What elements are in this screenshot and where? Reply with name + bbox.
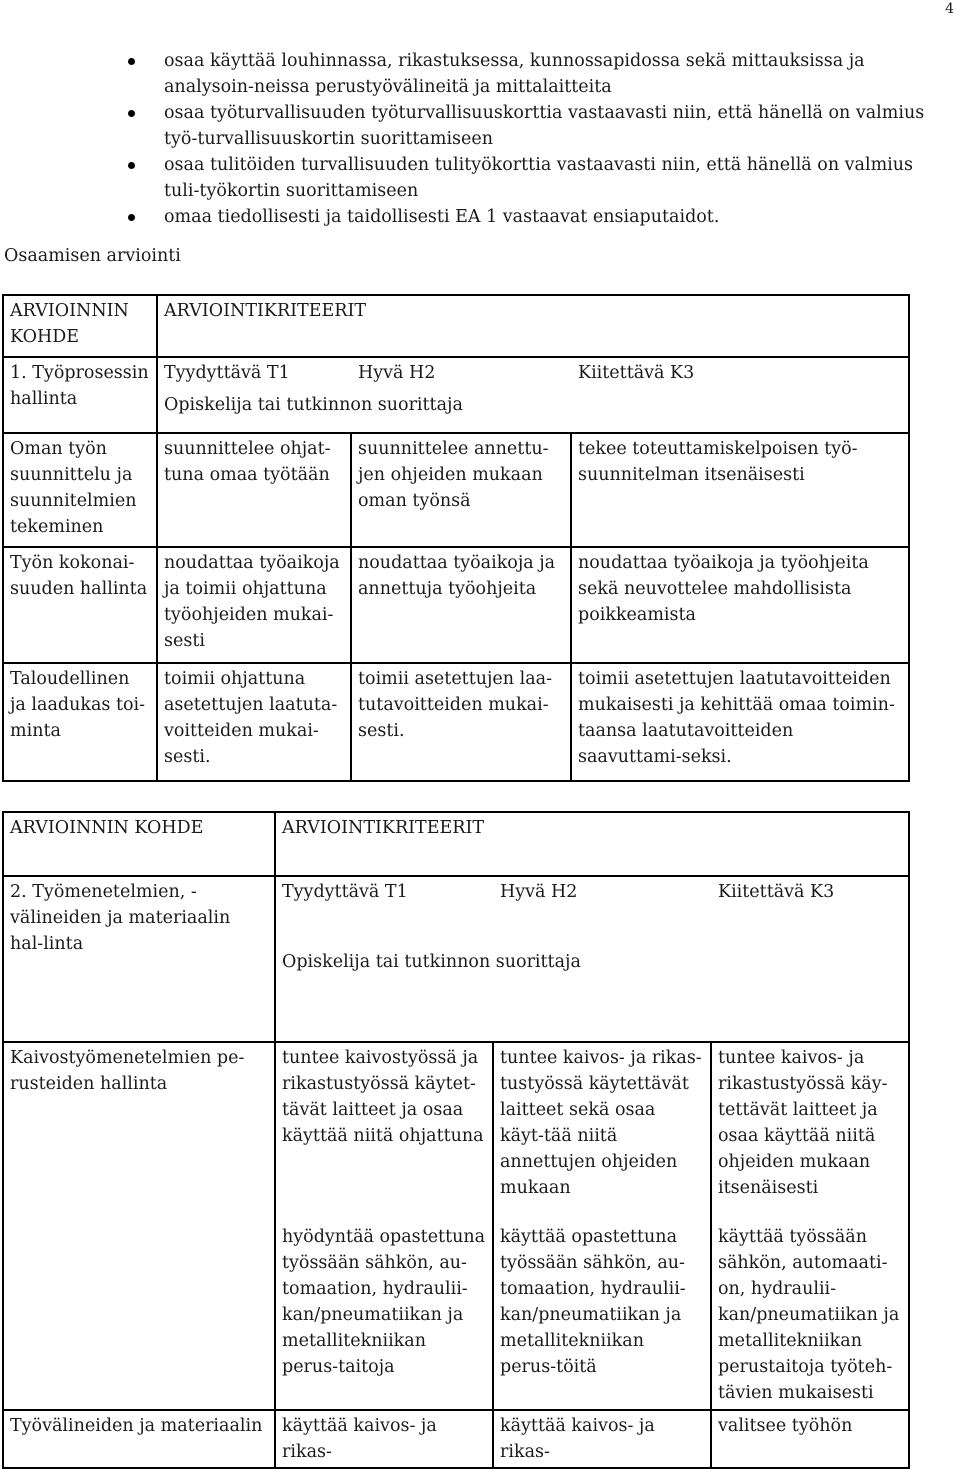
target-cell: Oman työn suunnittelu ja suunnitelmien tekeminen <box>3 433 157 547</box>
section-heading: Osaamisen arviointi <box>4 246 181 266</box>
criteria-h2: käyttää opastettuna työssään sähkön, au-tomaation, hydraulii-kan/pneumatiikan ja metallitekniikan perus-töitä <box>493 1222 711 1410</box>
grade-k3: Kiitettävä K3 <box>578 363 695 383</box>
target-cell: Kaivostyömenetelmien pe-rusteiden hallinta <box>3 1042 275 1222</box>
section-title: 1. Työprosessin hallinta <box>3 357 157 433</box>
header-target: ARVIOINNIN KOHDE <box>3 295 157 357</box>
criteria-t1: tuntee kaivostyössä ja rikastustyössä käytet-tävät laitteet ja osaa käyttää niitä ohjattuna <box>275 1042 493 1222</box>
criteria-t1: noudattaa työaikoja ja toimii ohjattuna työohjeiden mukai-sesti <box>157 547 351 663</box>
bullet-item: osaa käyttää louhinnassa, rikastuksessa, kunnossapidossa sekä mittauksissa ja analysoin-neissa perustyövälineitä ja mittalaitteita <box>120 48 950 100</box>
criteria-t1: hyödyntää opastettuna työssään sähkön, au-tomaation, hydraulii-kan/pneumatiikan ja metallitekniikan perus-taitoja <box>275 1222 493 1410</box>
criteria-h2: noudattaa työaikoja ja annettuja työohjeita <box>351 547 571 663</box>
performer-label: Opiskelija tai tutkinnon suorittaja <box>282 952 581 972</box>
bullet-item: osaa tulitöiden turvallisuuden tulityökorttia vastaavasti niin, että hänellä on valmius tuli-työkortin suorittamiseen <box>120 152 950 204</box>
bullet-item: omaa tiedollisesti ja taidollisesti EA 1 vastaavat ensiaputaidot. <box>120 204 950 230</box>
grade-h2: Hyvä H2 <box>358 363 436 383</box>
criteria-h2: käyttää kaivos- ja rikas- <box>493 1410 711 1468</box>
target-cell: Taloudellinen ja laadukas toi-minta <box>3 663 157 781</box>
criteria-t1: toimii ohjattuna asetettujen laatuta-voitteiden mukai-sesti. <box>157 663 351 781</box>
target-cell: Työvälineiden ja materiaalin <box>3 1410 275 1468</box>
criteria-t1: suunnittelee ohjat-tuna omaa työtään <box>157 433 351 547</box>
grade-k3: Kiitettävä K3 <box>718 882 835 902</box>
criteria-h2: tuntee kaivos- ja rikas-tustyössä käytettävät laitteet sekä osaa käyt-tää niitä annettujen ohjeiden mukaan <box>493 1042 711 1222</box>
page-number: 4 <box>945 1 954 17</box>
grade-h2: Hyvä H2 <box>500 882 578 902</box>
target-cell: Työn kokonai-suuden hallinta <box>3 547 157 663</box>
header-criteria: ARVIOINTIKRITEERIT <box>157 295 909 357</box>
target-cell <box>3 1222 275 1410</box>
grade-header <box>275 876 909 1042</box>
header-criteria: ARVIOINTIKRITEERIT <box>275 812 909 876</box>
criteria-h2: suunnittelee annettu-jen ohjeiden mukaan oman työnsä <box>351 433 571 547</box>
criteria-k3: noudattaa työaikoja ja työohjeita sekä neuvottelee mahdollisista poikkeamista <box>571 547 909 663</box>
assessment-table-2 <box>2 811 910 1469</box>
performer-label: Opiskelija tai tutkinnon suorittaja <box>164 395 463 415</box>
criteria-k3: käyttää työssään sähkön, automaati-on, hydraulii-kan/pneumatiikan ja metallitekniikan perustaitoja työteh-tävien mukaisesti <box>711 1222 909 1410</box>
criteria-k3: valitsee työhön <box>711 1410 909 1468</box>
skills-bullet-list <box>120 48 950 230</box>
criteria-h2: toimii asetettujen laa-tutavoitteiden mukai-sesti. <box>351 663 571 781</box>
section-title: 2. Työmenetelmien, -välineiden ja materiaalin hal-linta <box>3 876 275 1042</box>
grade-t1: Tyydyttävä T1 <box>164 363 290 383</box>
criteria-k3: tekee toteuttamiskelpoisen työ-suunnitelman itsenäisesti <box>571 433 909 547</box>
assessment-table-1 <box>2 294 910 782</box>
header-target: ARVIOINNIN KOHDE <box>3 812 275 876</box>
bullet-item: osaa työturvallisuuden työturvallisuuskorttia vastaavasti niin, että hänellä on valmius työ-turvallisuuskortin suorittamiseen <box>120 100 950 152</box>
grade-header <box>157 357 909 433</box>
grade-t1: Tyydyttävä T1 <box>282 882 408 902</box>
criteria-k3: tuntee kaivos- ja rikastustyössä käy-tettävät laitteet ja osaa käyttää niitä ohjeiden mukaan itsenäisesti <box>711 1042 909 1222</box>
criteria-k3: toimii asetettujen laatutavoitteiden mukaisesti ja kehittää omaa toimin-taansa laatutavoitteiden saavuttami-seksi. <box>571 663 909 781</box>
criteria-t1: käyttää kaivos- ja rikas- <box>275 1410 493 1468</box>
